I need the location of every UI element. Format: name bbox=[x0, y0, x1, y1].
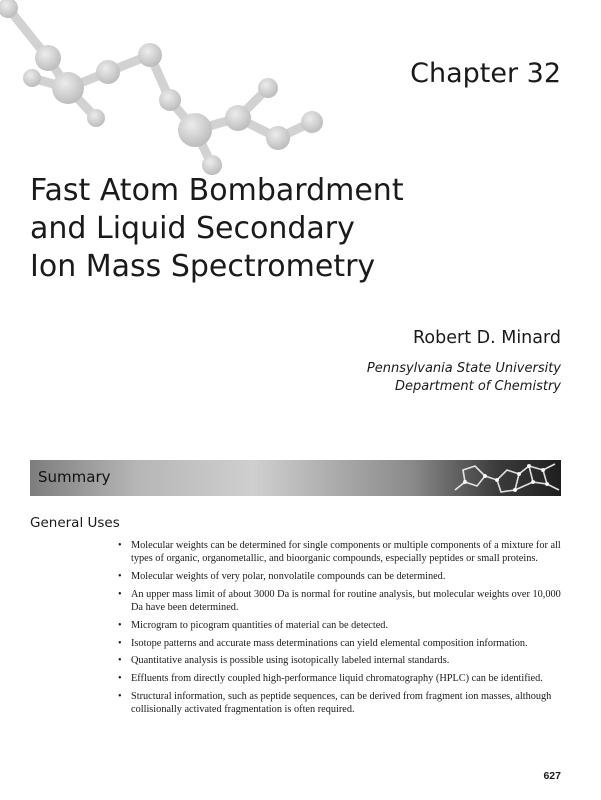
list-item: • Quantitative analysis is possible using isotopically labeled internal standards. bbox=[118, 654, 564, 667]
author-name: Robert D. Minard bbox=[413, 328, 561, 348]
molecule-model-icon bbox=[0, 0, 340, 190]
list-item: • Isotope patterns and accurate mass determinations can yield elemental composition information. bbox=[118, 637, 564, 650]
molecular-lattice-icon bbox=[451, 460, 561, 496]
summary-banner bbox=[30, 460, 561, 496]
author-affiliation bbox=[367, 360, 561, 396]
list-item: • Molecular weights can be determined for single components or multiple components of a mixture for all types of organic, organometallic, and bioorganic compounds, especially peptides or small proteins. bbox=[118, 539, 564, 565]
title-line: Ion Mass Spectrometry bbox=[30, 249, 376, 284]
list-item: • An upper mass limit of about 3000 Da is normal for routine analysis, but molecular weights over 10,000 Da have been determined. bbox=[118, 588, 564, 614]
affiliation-line: Department of Chemistry bbox=[395, 379, 561, 394]
general-uses-list bbox=[118, 539, 564, 721]
list-item: • Molecular weights of very polar, nonvolatile compounds can be determined. bbox=[118, 570, 564, 583]
title-line: Fast Atom Bombardment bbox=[30, 173, 404, 208]
chapter-number: Chapter 32 bbox=[410, 58, 561, 89]
list-item: • Effluents from directly coupled high-performance liquid chromatography (HPLC) can be identified. bbox=[118, 672, 564, 685]
list-item: • Structural information, such as peptide sequences, can be derived from fragment ion masses, although collisionally activated fragmentation is often required. bbox=[118, 690, 564, 716]
summary-heading: Summary bbox=[38, 468, 111, 486]
title-line: and Liquid Secondary bbox=[30, 211, 355, 246]
page-number: 627 bbox=[543, 770, 561, 782]
affiliation-line: Pennsylvania State University bbox=[366, 361, 561, 376]
list-item: • Microgram to picogram quantities of material can be detected. bbox=[118, 619, 564, 632]
chapter-title bbox=[30, 172, 550, 286]
general-uses-heading: General Uses bbox=[30, 515, 120, 531]
